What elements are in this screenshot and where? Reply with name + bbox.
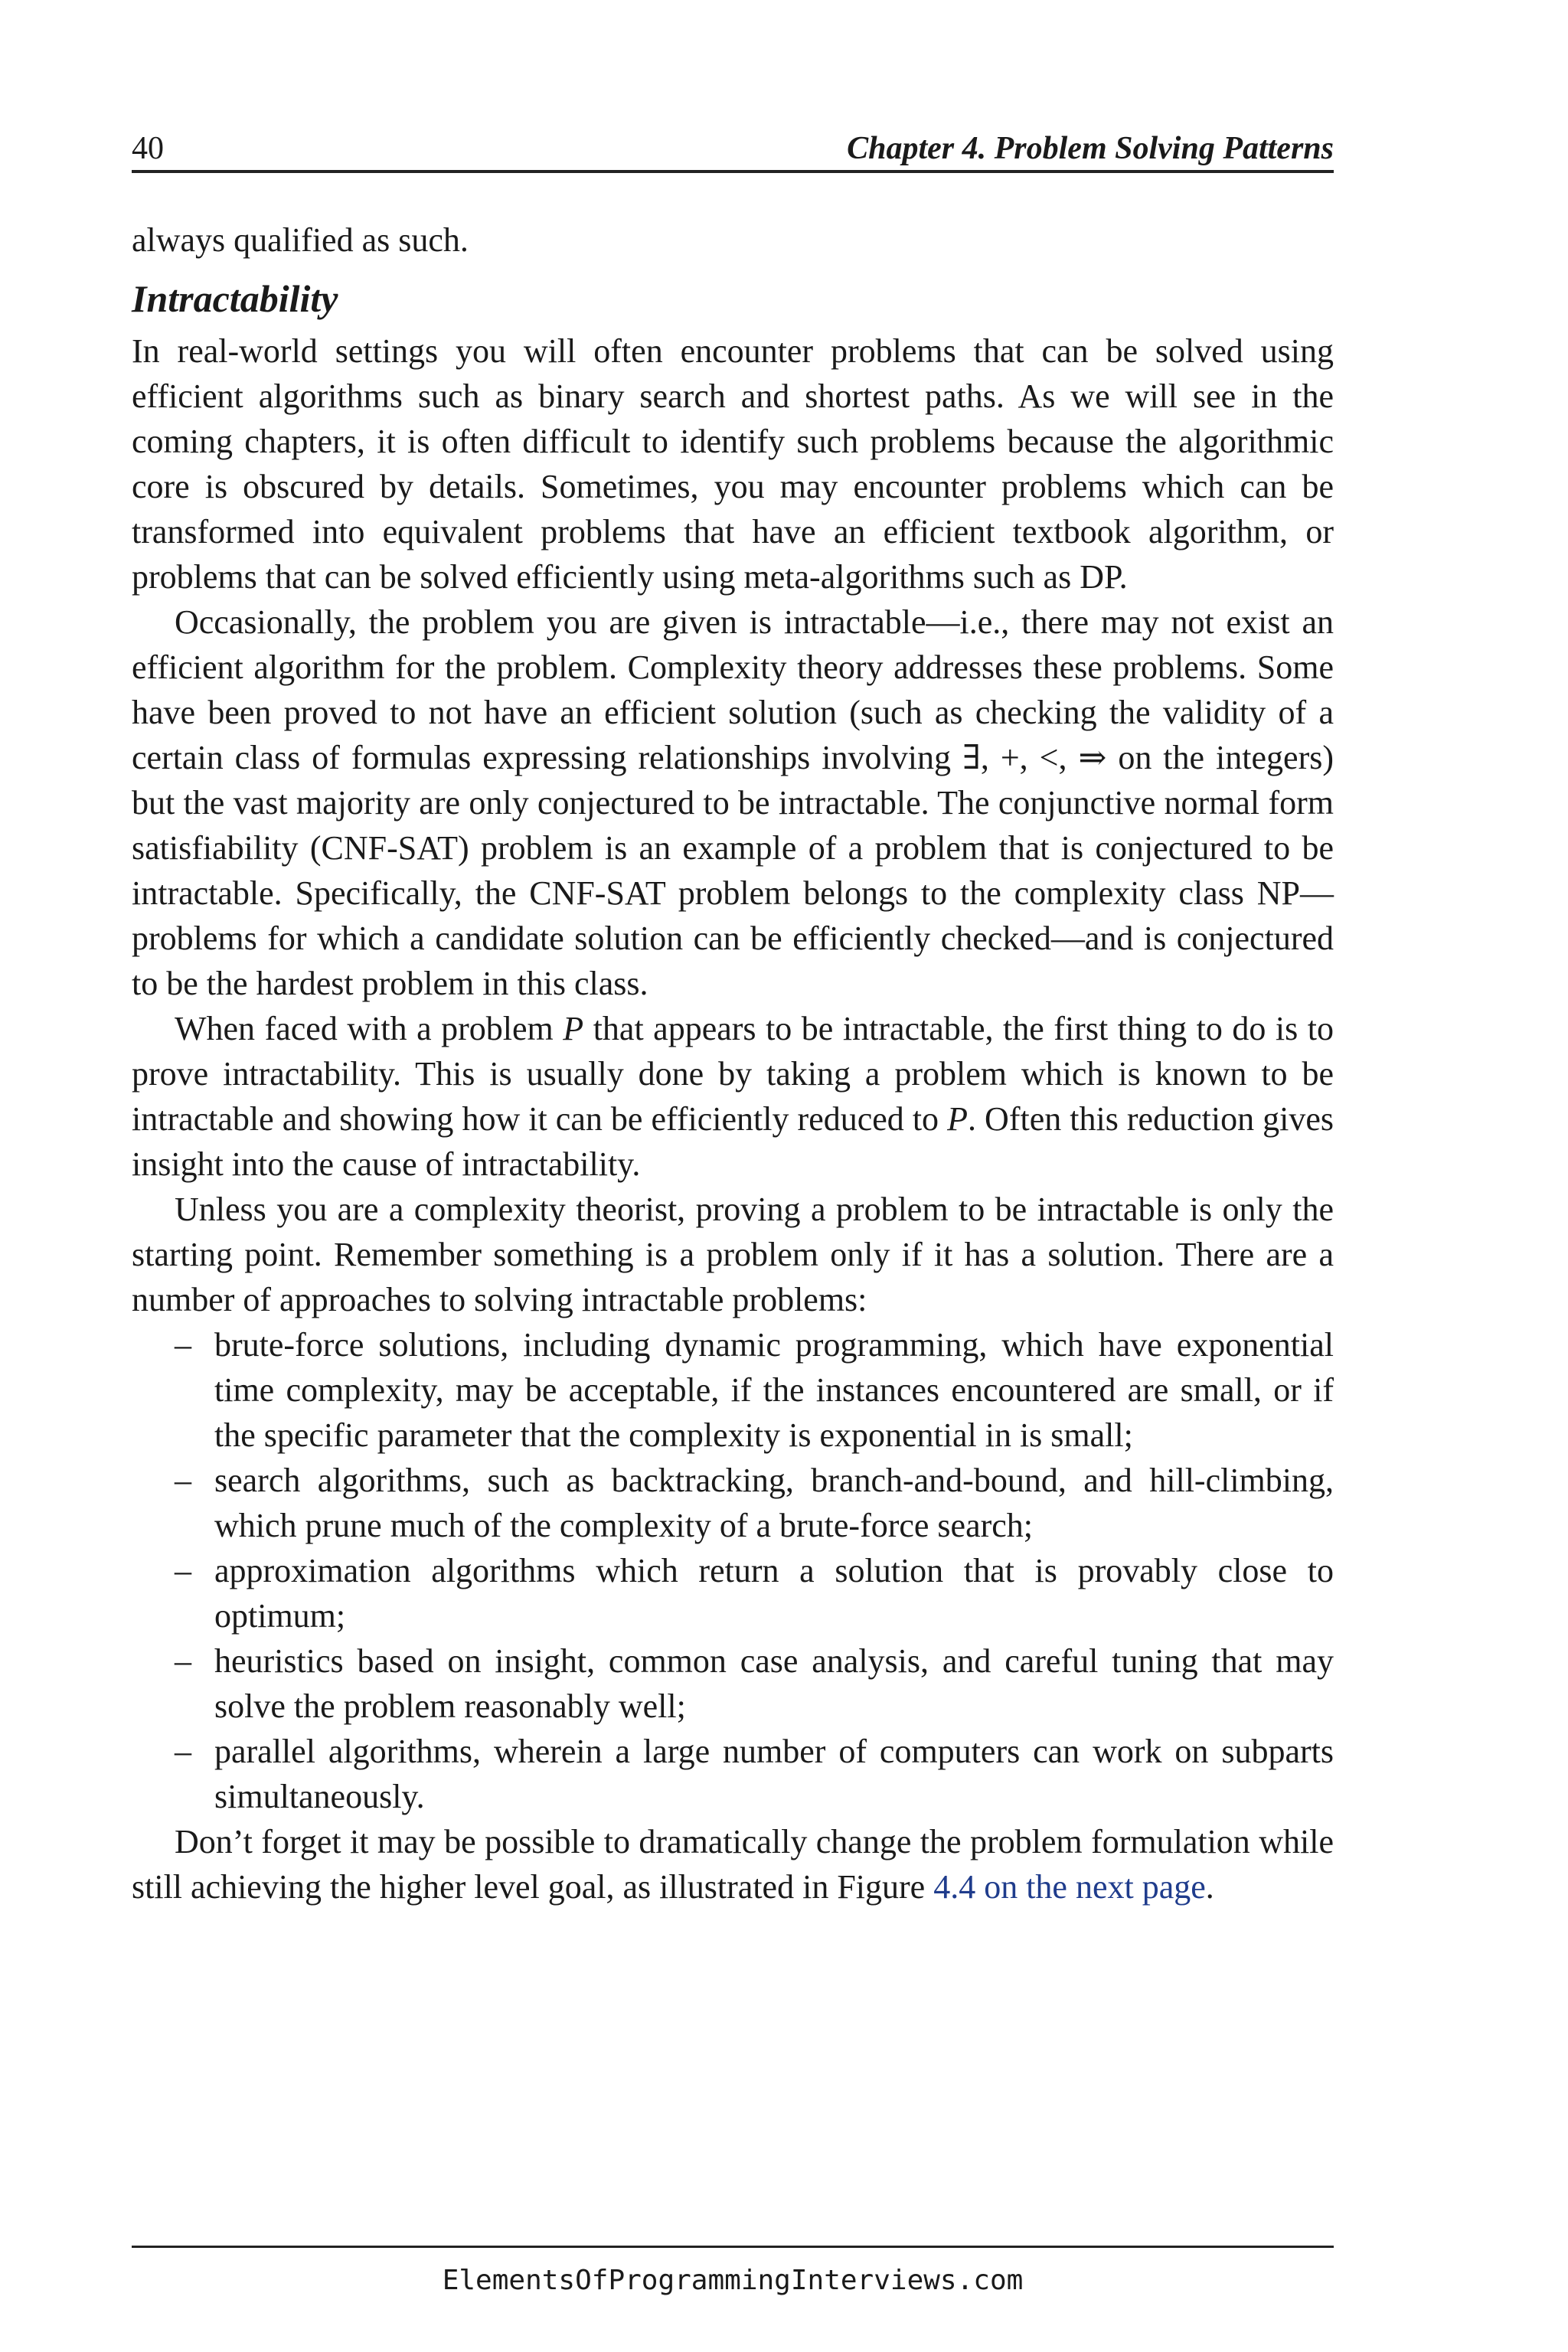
list-item-text: search algorithms, such as backtracking, branch-and-bound, and hill-climbing, which prune much of the complexity of a brute-force search; <box>214 1462 1334 1544</box>
approaches-list <box>132 1322 1334 1819</box>
list-item-text: heuristics based on insight, common case analysis, and careful tuning that may solve the problem reasonably well; <box>214 1642 1334 1725</box>
intro-fragment: always qualified as such. <box>132 221 469 259</box>
paragraph-1: In real-world settings you will often encounter problems that can be solved using efficient algorithms such as binary search and shortest paths. As we will see in the coming chapters, it is often difficult to identify such problems because the algorithmic core is obscured by details. Sometimes, you may encounter problems which can be transformed into equivalent problems that have an efficient textbook algorithm, or problems that can be solved efficiently using meta-algorithms such as DP. <box>132 332 1334 596</box>
list-item <box>175 1548 1334 1638</box>
page-header <box>132 127 1334 173</box>
list-item-text: brute-force solutions, including dynamic programming, which have exponential time complexity, may be acceptable, if the instances encountered are small, or if the specific parameter that the complexity is exponential in is small; <box>214 1326 1334 1454</box>
bullet-dash: – <box>175 1326 191 1364</box>
list-item-text: approximation algorithms which return a solution that is provably close to optimum; <box>214 1552 1334 1635</box>
bullet-dash: – <box>175 1642 191 1680</box>
page-number: 40 <box>132 131 164 166</box>
math-variable-p: P <box>947 1100 968 1138</box>
bullet-dash: – <box>175 1733 191 1770</box>
list-item <box>175 1638 1334 1729</box>
running-head: Chapter 4. Problem Solving Patterns <box>847 131 1334 166</box>
figure-link[interactable]: 4.4 on the next page <box>933 1868 1206 1906</box>
paragraph-5 <box>132 1819 1334 1909</box>
paragraph-5-end: . <box>1205 1868 1214 1906</box>
list-item-text: parallel algorithms, wherein a large number of computers can work on subparts simultaneously. <box>214 1733 1334 1815</box>
paragraph-3 <box>132 1006 1334 1187</box>
paragraph-3-part-b: that appears to be intractable, the first thing to do is to prove intractability. This is usually done by taking a problem which is known to be intractable and showing how it can be efficiently reduced to <box>132 1010 1334 1138</box>
list-item <box>175 1729 1334 1819</box>
paragraph-2: Occasionally, the problem you are given is intractable—i.e., there may not exist an efficient algorithm for the problem. Complexity theory addresses these problems. Some have been proved to not have an efficient solution (such as checking the validity of a certain class of formulas expressing relationships involving ∃, +, <, ⇒ on the integers) but the vast majority are only conjectured to be intractable. The conjunctive normal form satisfiability (CNF-SAT) problem is an example of a problem that is conjectured to be intractable. Specifically, the CNF-SAT problem belongs to the complexity class NP—problems for which a candidate solution can be efficiently checked—and is conjectured to be the hardest problem in this class. <box>132 603 1334 1002</box>
footer-rule <box>132 2246 1334 2248</box>
bullet-dash: – <box>175 1462 191 1499</box>
bullet-dash: – <box>175 1552 191 1589</box>
paragraph-3-part-c: . Often this reduction gives insight into the cause of intractability. <box>132 1100 1334 1183</box>
section-title: Intractability <box>132 277 338 320</box>
list-item <box>175 1458 1334 1548</box>
list-item <box>175 1322 1334 1458</box>
paragraph-3-part-a: When faced with a problem <box>175 1010 564 1047</box>
math-variable-p: P <box>563 1010 584 1047</box>
paragraph-5-text: Don’t forget it may be possible to dramatically change the problem formulation while still achieving the higher level goal, as illustrated in Figure <box>132 1823 1334 1906</box>
page-body <box>132 217 1334 1909</box>
paragraph-4: Unless you are a complexity theorist, proving a problem to be intractable is only the starting point. Remember something is a problem only if it has a solution. There are a number of approaches to solving intractable problems: <box>132 1191 1334 1318</box>
footer-site: ElementsOfProgrammingInterviews.com <box>442 2265 1024 2296</box>
